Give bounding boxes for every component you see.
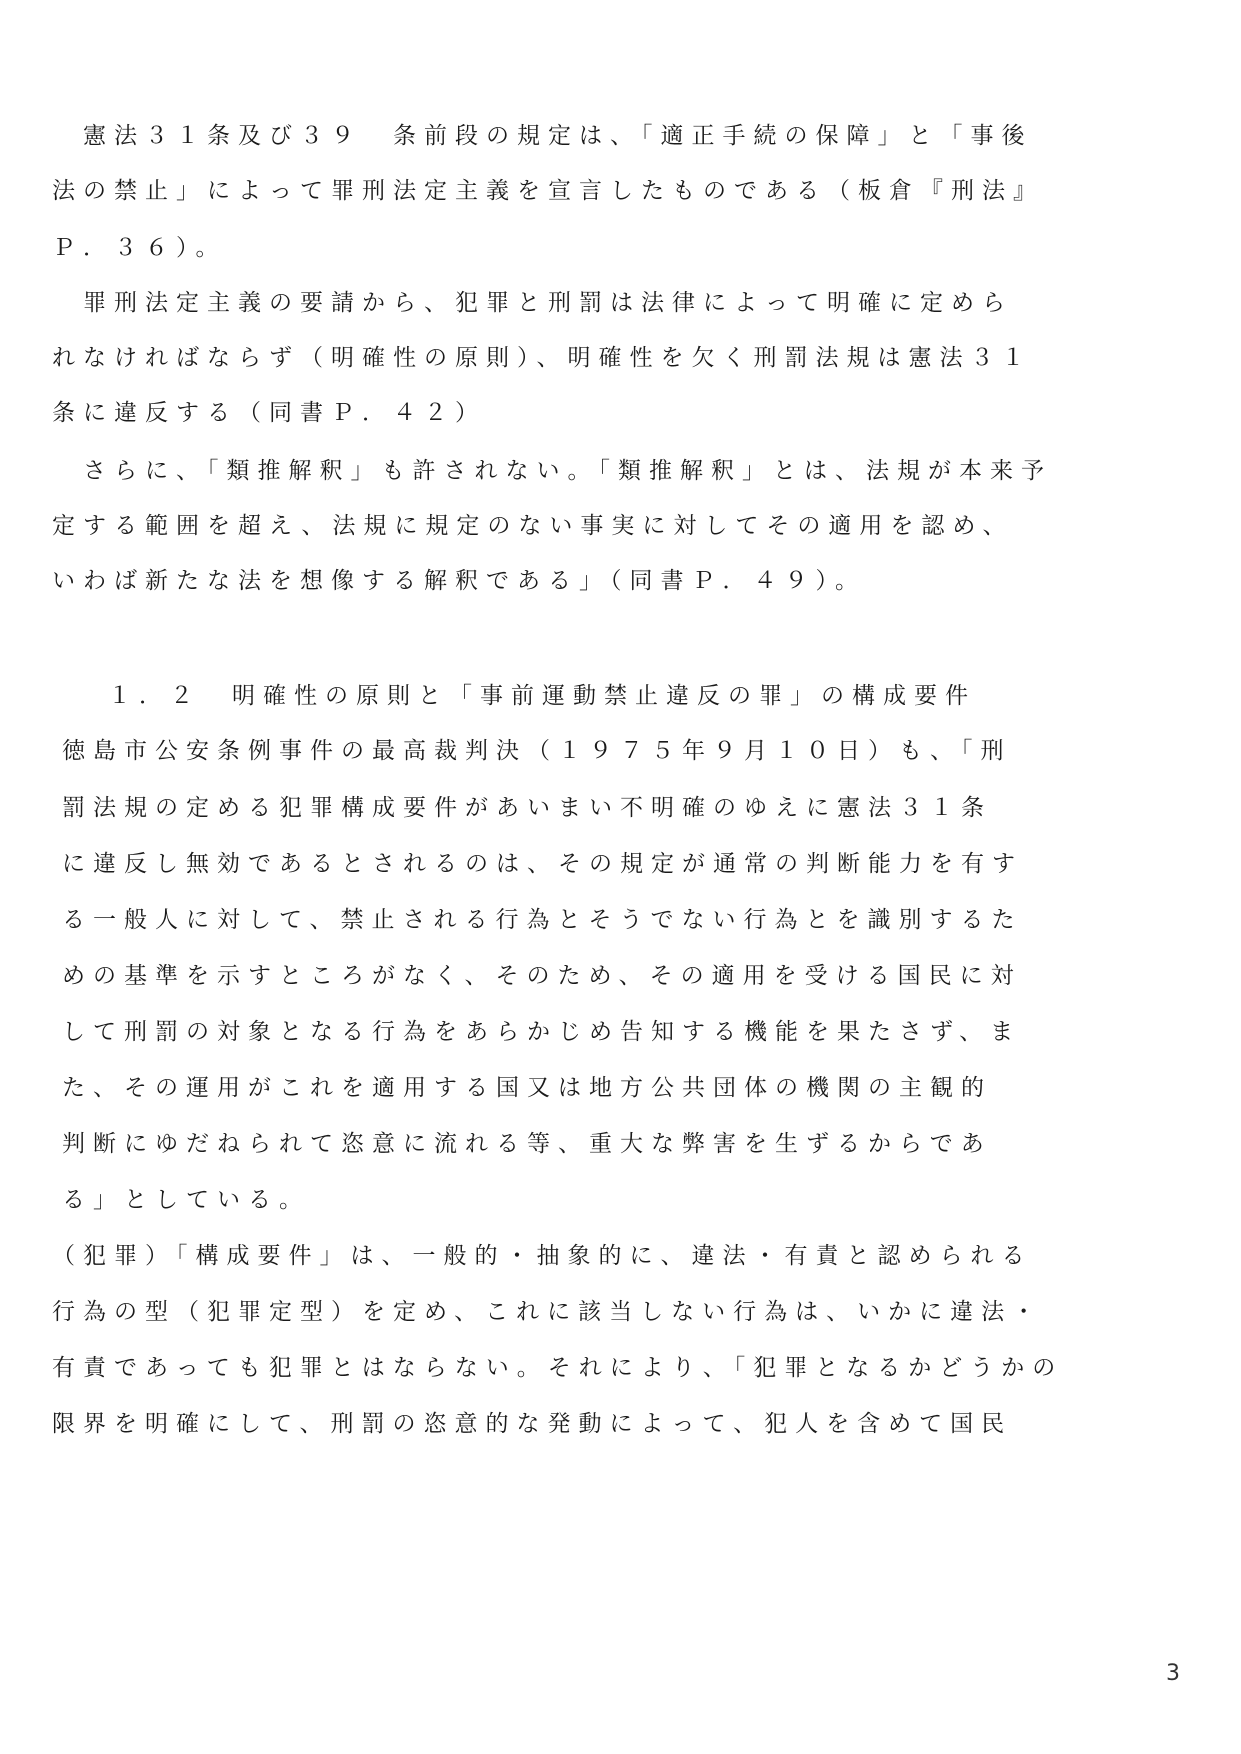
paragraph-1-line-2: 法の禁止」によって罪刑法定主義を宣言したものである（板倉『刑法』 xyxy=(52,178,1044,204)
paragraph-2-line-3: 条に違反する（同書Ｐ．４２） xyxy=(52,400,486,426)
paragraph-3-line-2: 定する範囲を超え、法規に規定のない事実に対してその適用を認め、 xyxy=(52,513,1014,539)
quote-line-8: 判断にゆだねられて恣意に流れる等、重大な弊害を生ずるからであ xyxy=(62,1131,992,1157)
quote-line-1: 徳島市公安条例事件の最高裁判決（１９７５年９月１０日）も、「刑 xyxy=(62,738,1012,764)
quote-line-6: して刑罰の対象となる行為をあらかじめ告知する機能を果たさず、ま xyxy=(62,1019,1022,1045)
quote-line-4: る一般人に対して、禁止される行為とそうでない行為とを識別するた xyxy=(62,907,1023,933)
final-paragraph-line-2: 行為の型（犯罪定型）を定め、これに該当しない行為は、いかに違法・ xyxy=(52,1299,1044,1325)
paragraph-3-line-3: いわば新たな法を想像する解釈である」（同書Ｐ．４９）。 xyxy=(52,568,866,594)
quote-line-9: る」としている。 xyxy=(62,1187,310,1213)
final-paragraph-line-4: 限界を明確にして、刑罰の恣意的な発動によって、犯人を含めて国民 xyxy=(52,1411,1013,1437)
paragraph-1-line-3: Ｐ．３６）。 xyxy=(52,235,227,261)
paragraph-1-line-1: 憲法３１条及び３９ 条前段の規定は、「適正手続の保障」と「事後 xyxy=(52,123,1033,149)
paragraph-2-line-2: れなければならず（明確性の原則）、明確性を欠く刑罰法規は憲法３１ xyxy=(52,345,1033,371)
paragraph-2-line-1: 罪刑法定主義の要請から、犯罪と刑罰は法律によって明確に定めら xyxy=(52,290,1013,316)
quote-line-2: 罰法規の定める犯罪構成要件があいまい不明確のゆえに憲法３１条 xyxy=(62,795,992,821)
quote-line-3: に違反し無効であるとされるのは、その規定が通常の判断能力を有す xyxy=(62,851,1023,877)
page-number: 3 xyxy=(1166,1661,1180,1686)
quote-line-7: た、その運用がこれを適用する国又は地方公共団体の機関の主観的 xyxy=(62,1075,992,1101)
paragraph-3-line-1: さらに、「類推解釈」も許されない。「類推解釈」とは、法規が本来予 xyxy=(52,458,1052,484)
final-paragraph-line-1: （犯罪）「構成要件」は、一般的・抽象的に、違法・有責と認められる xyxy=(52,1243,1033,1269)
final-paragraph-line-3: 有責であっても犯罪とはならない。それにより、「犯罪となるかどうかの xyxy=(52,1355,1064,1381)
section-heading: １．２ 明確性の原則と「事前運動禁止違反の罪」の構成要件 xyxy=(108,683,976,709)
quote-line-5: めの基準を示すところがなく、そのため、その適用を受ける国民に対 xyxy=(62,963,1022,989)
